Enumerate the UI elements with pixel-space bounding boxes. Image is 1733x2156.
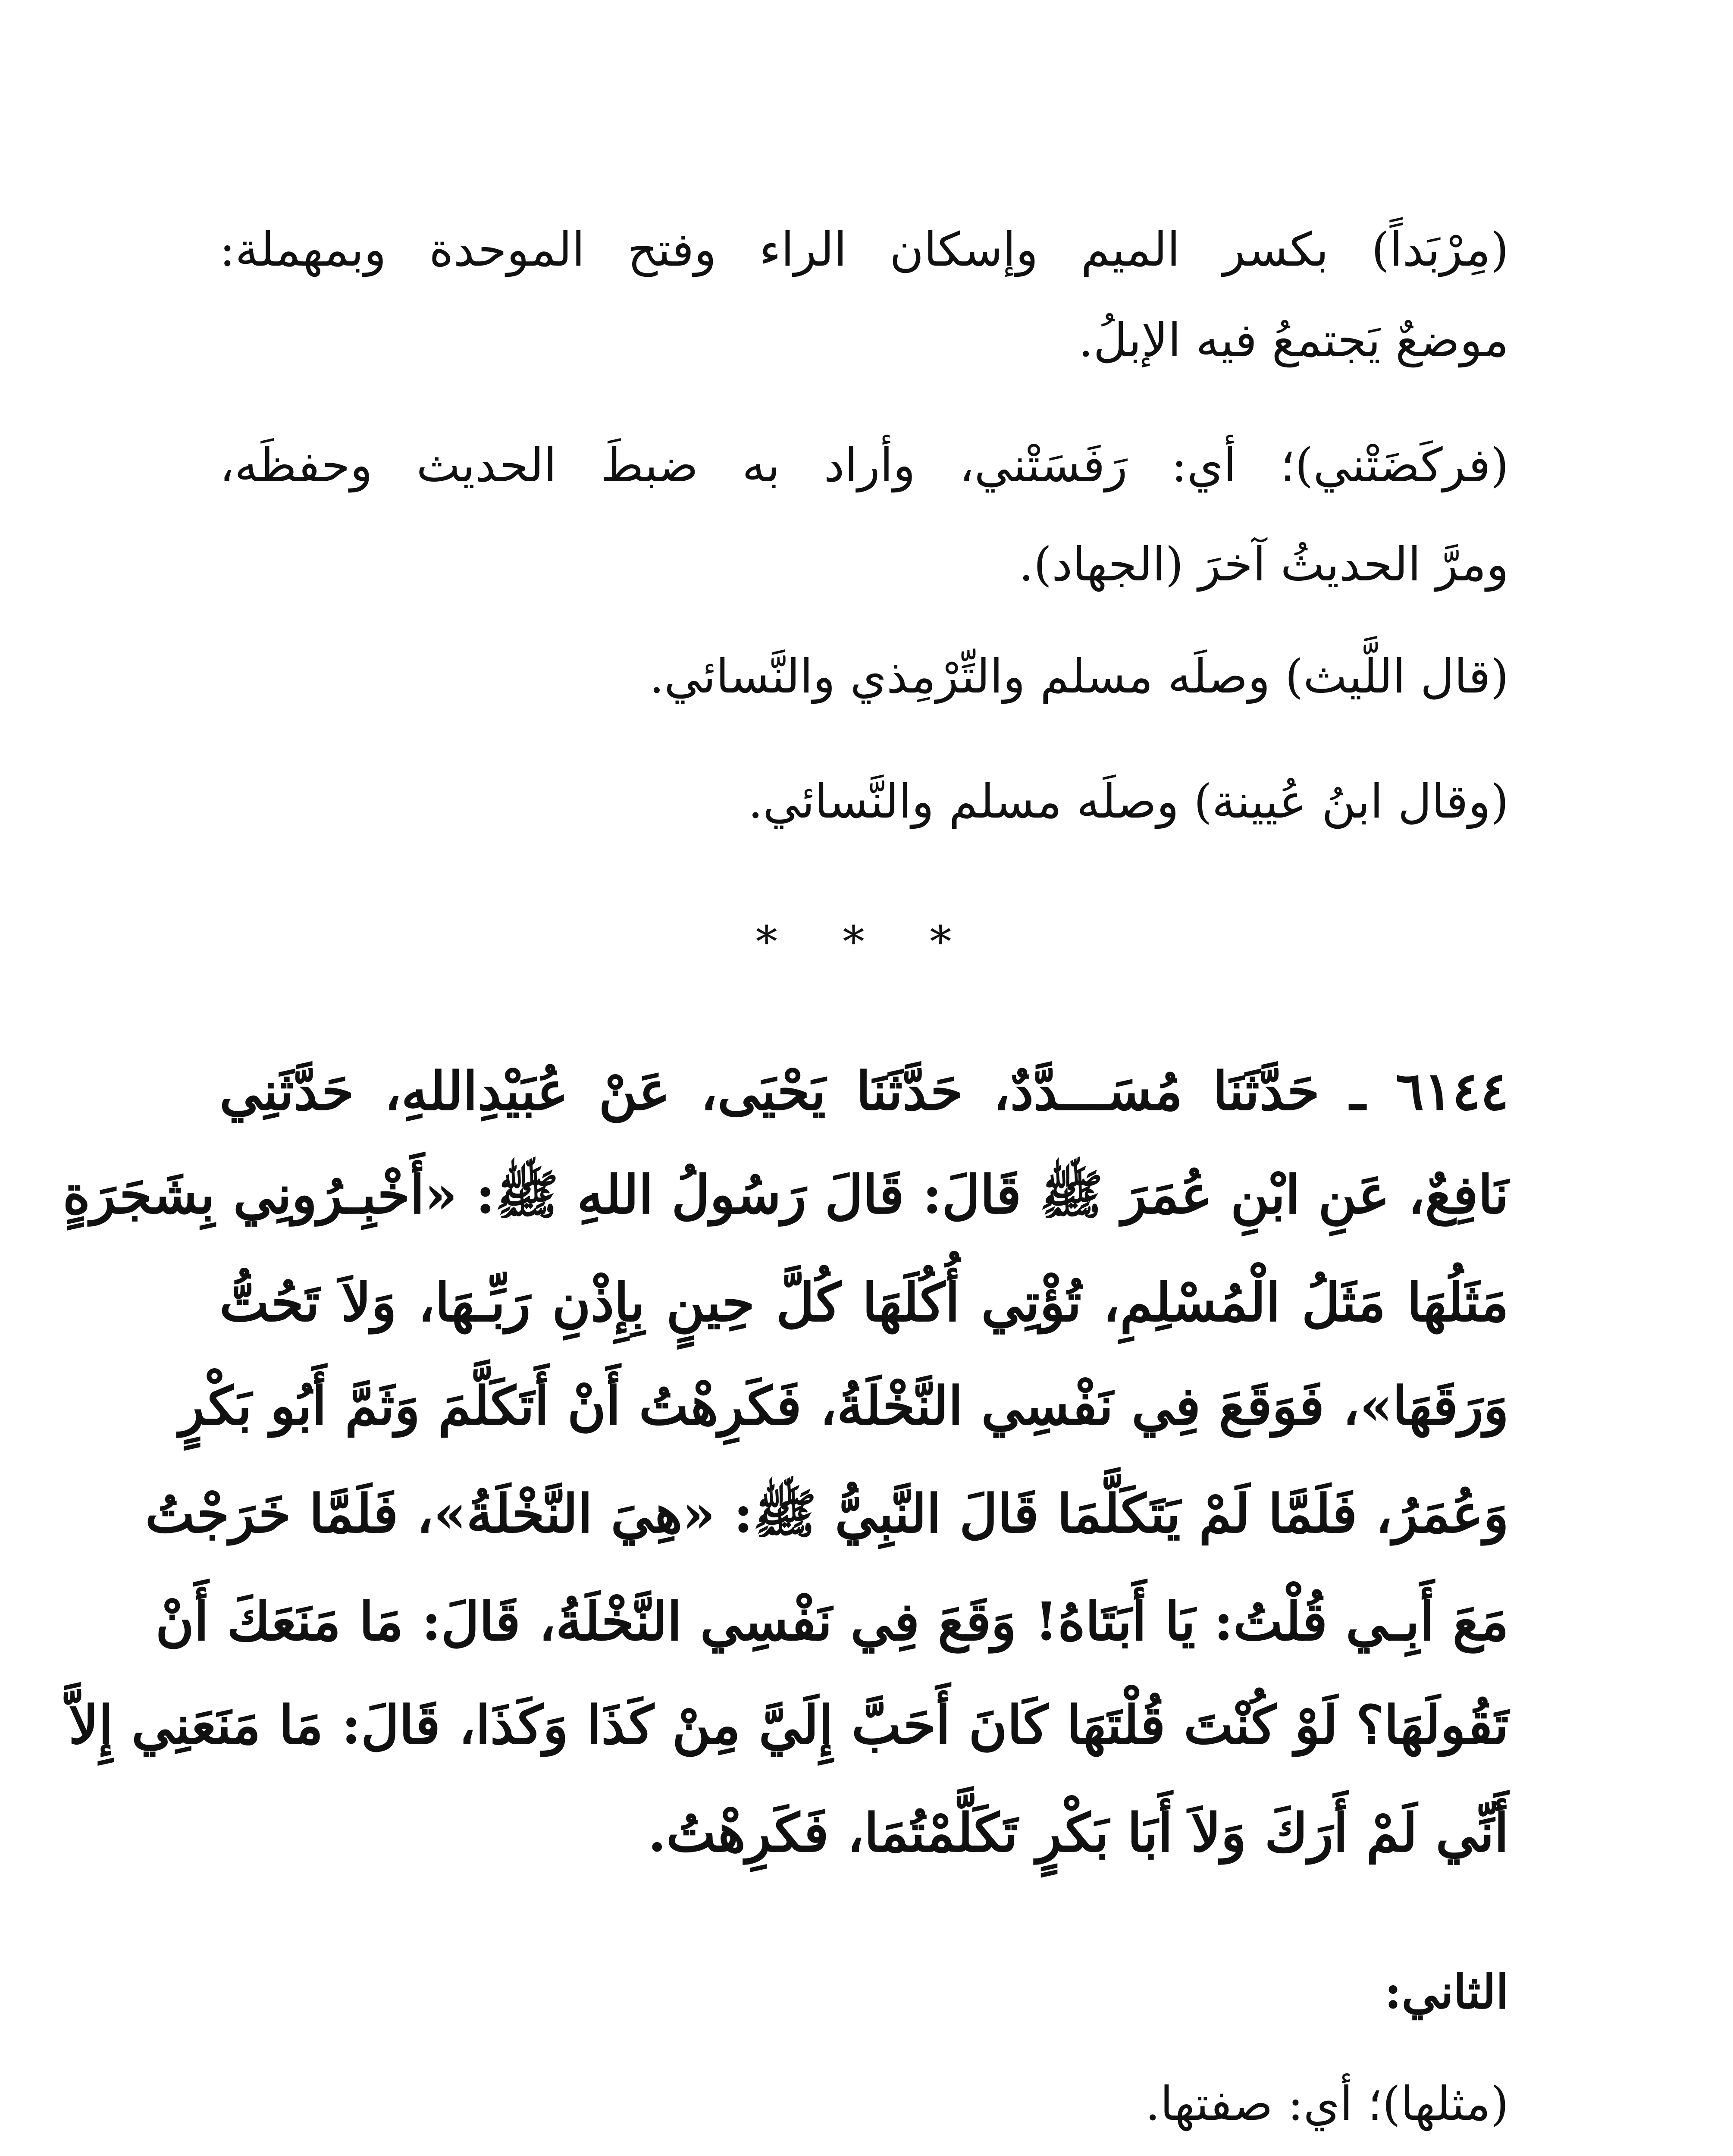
hadith-line: مَعَ أَبِـي قُلْتُ: يَا أَبَتَاهُ! وَقَعَ فِي نَفْسِي النَّخْلَةُ، قَالَ: مَا مَنَعَكَ أَنْ (155, 1590, 1509, 1652)
hadith-line: وَعُمَرُ، فَلَمَّا لَمْ يَتَكَلَّمَا قَالَ النَّبِيُّ ﷺ: «هِيَ النَّخْلَةُ»، فَلَمَّا خَرَجْتُ (145, 1482, 1509, 1545)
hadith-line: أَنِّي لَمْ أَرَكَ وَلاَ أَبَا بَكْرٍ تَكَلَّمْتُمَا، فَكَرِهْتُ. (648, 1802, 1509, 1864)
commentary-line: (قال اللَّيث) وصلَه مسلم والتِّرْمِذي والنَّسائي. (649, 650, 1509, 704)
hadith-line: وَرَقَهَا»، فَوَقَعَ فِي نَفْسِي النَّخْلَةُ، فَكَرِهْتُ أَنْ أَتَكَلَّمَ وَثَمَّ أَبُو بَكْرٍ (179, 1375, 1509, 1437)
section-separator: * * * (755, 917, 978, 967)
commentary-line: (فركَضَتْني)؛ أي: رَفَسَتْني، وأراد به ضبطَ الحديث وحفظَه، (219, 439, 1509, 492)
hadith-line: تَقُولَهَا؟ لَوْ كُنْتَ قُلْتَهَا كَانَ أَحَبَّ إِلَيَّ مِنْ كَذَا وَكَذَا، قَالَ: مَا مَنَعَنِي إِلاَّ (69, 1694, 1509, 1756)
commentary-heading: الثاني: (1384, 1965, 1509, 2019)
commentary-line: موضعٌ يَجتمعُ فيه الإبلُ. (1078, 313, 1509, 367)
commentary-line: ومرَّ الحديثُ آخرَ (الجهاد). (1018, 538, 1509, 592)
commentary-line: (وقال ابنُ عُيينة) وصلَه مسلم والنَّسائي. (748, 775, 1509, 829)
hadith-line: ٦١٤٤ ـ حَدَّثَنَا مُسَـــدَّدٌ، حَدَّثَنَا يَحْيَى، عَنْ عُبَيْدِاللهِ، حَدَّثَنِي (219, 1060, 1509, 1122)
commentary-line: (مِرْبَداً) بكسر الميم وإسكان الراء وفتح الموحدة وبمهملة: (219, 223, 1509, 277)
commentary-line: (مثلها)؛ أي: صفتها. (1145, 2077, 1509, 2131)
hadith-line: مَثَلُهَا مَثَلُ الْمُسْلِمِ، تُؤْتِي أُكُلَهَا كُلَّ حِينٍ بِإِذْنِ رَبِّـهَا، وَلاَ تَحُتُّ (219, 1271, 1509, 1333)
hadith-line: نَافِعٌ، عَنِ ابْنِ عُمَرَ ﷺ قَالَ: قَالَ رَسُولُ اللهِ ﷺ: «أَخْبِـرُونِي بِشَجَرَةٍ (63, 1163, 1509, 1225)
